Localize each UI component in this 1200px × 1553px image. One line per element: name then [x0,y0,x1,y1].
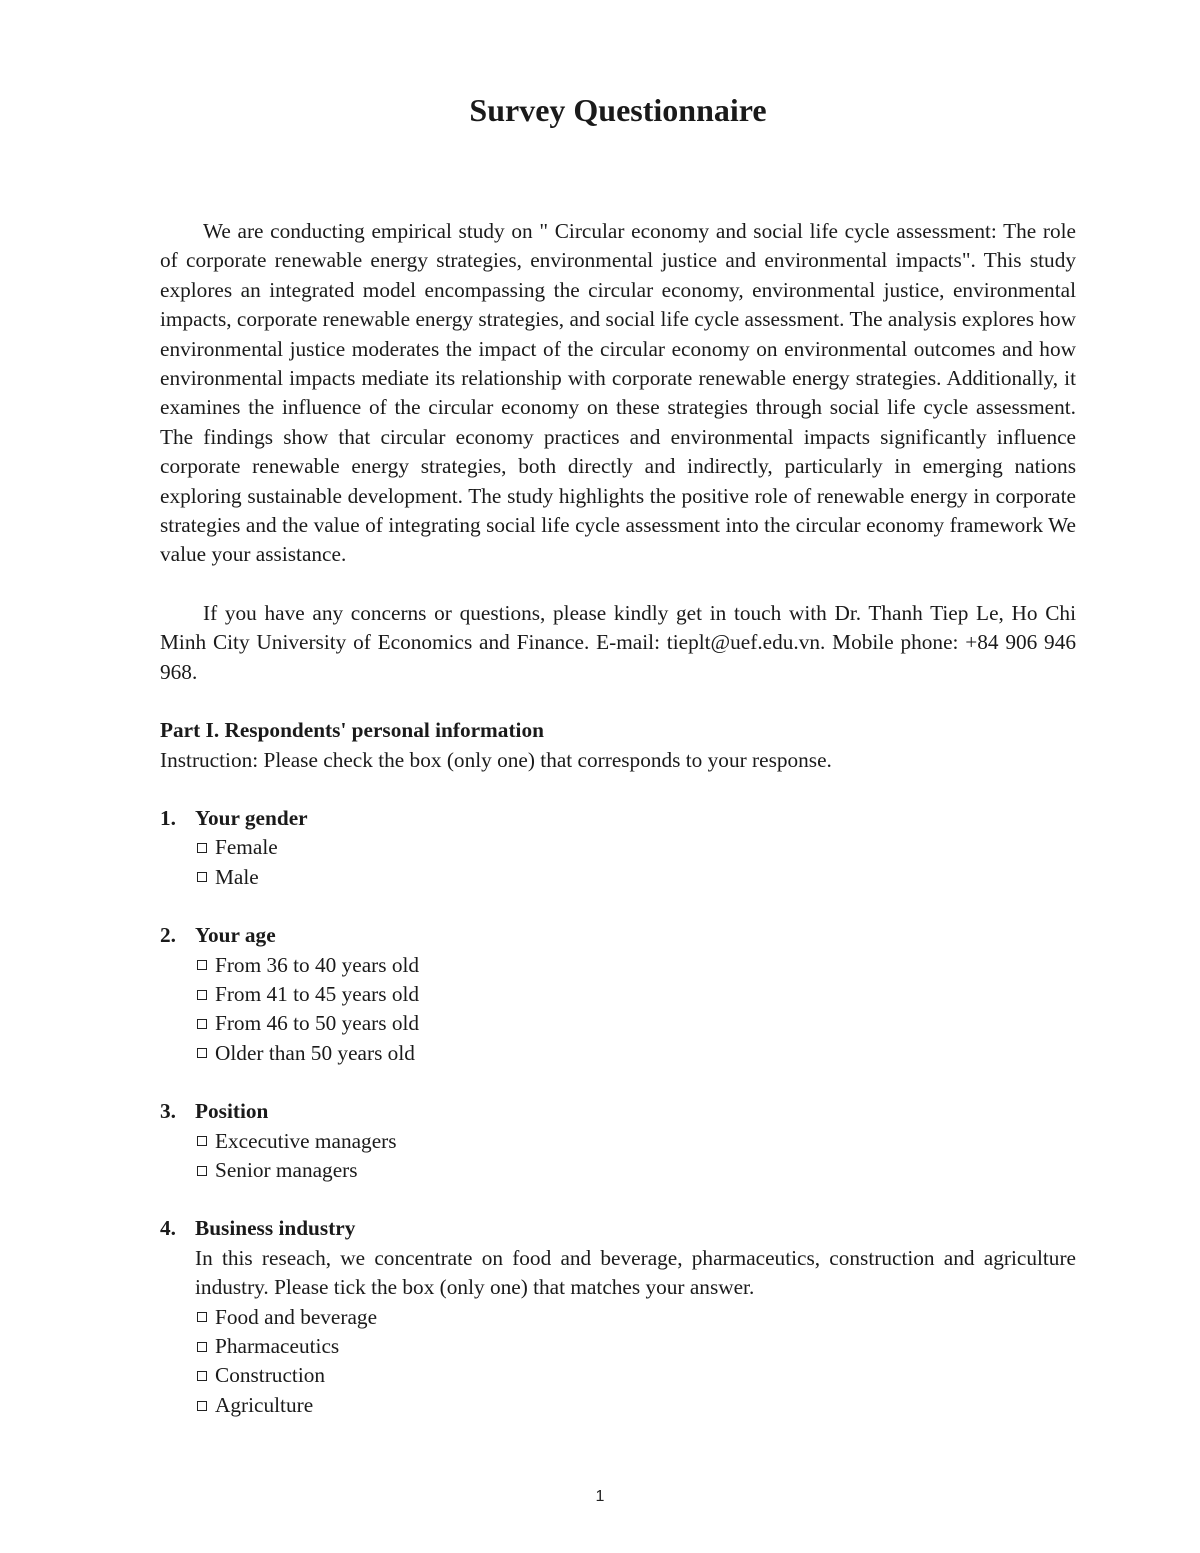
question-number: 3. [160,1099,176,1124]
checkbox-icon[interactable] [197,843,207,853]
question-position [160,1097,1076,1185]
option-label: Agriculture [215,1392,314,1417]
option-label: Construction [215,1363,326,1388]
question-age [160,921,1076,1068]
option-label: Food and beverage [215,1304,378,1329]
checkbox-icon[interactable] [197,872,207,882]
option-label: From 36 to 40 years old [215,952,420,977]
checkbox-icon[interactable] [197,1371,207,1381]
question-text: Business industry [195,1216,356,1241]
option-label: Excecutive managers [215,1128,397,1153]
option-label: From 46 to 50 years old [215,1011,420,1036]
option-label: Pharmaceutics [215,1334,340,1358]
option-label: Female [215,835,278,860]
question-text: Your gender [195,805,308,830]
part-1-instruction: Instruction: Please check the box (only one) that corresponds to your response. [160,747,832,772]
checkbox-icon[interactable] [197,1342,207,1352]
part-1-heading: Part I. Respondents' personal information [160,718,544,743]
question-number: 1. [160,805,176,830]
question-description: In this reseach, we concentrate on food and beverage, pharmaceutics, construction and agriculture industry. Please tick the box (only one) that matches your answer. [195,1245,1076,1300]
option-age-over-50[interactable] [195,1039,1076,1068]
option-food-beverage[interactable] [195,1303,1076,1332]
option-executive-managers[interactable] [195,1127,1076,1156]
checkbox-icon[interactable] [197,990,207,1000]
question-gender [160,804,1076,892]
option-label: Senior managers [215,1157,358,1182]
option-construction[interactable] [195,1361,1076,1390]
intro-paragraph-contact: If you have any concerns or questions, please kindly get in touch with Dr. Thanh Tiep Le, Ho Chi Minh City University of Economics and Finance. E-mail: tieplt@uef.edu.vn. Mobile phone: +84 906 946 968. [160,600,1076,684]
option-senior-managers[interactable] [195,1156,1076,1185]
option-pharmaceutics[interactable] [195,1332,1076,1361]
checkbox-icon[interactable] [197,1401,207,1411]
intro-paragraph-study: We are conducting empirical study on " Circular economy and social life cycle assessment: The role of corporate renewable energy strategies, environmental justice and environmental impacts". This study explores an integrated model encompassing the circular economy, environmental justice, environmental impacts, corporate renewable energy strategies, and social life cycle assessment. The analysis explores how environmental justice moderates the impact of the circular economy on environmental outcomes and how environmental impacts mediate its relationship with corporate renewable energy strategies. Additionally, it examines the influence of the circular economy on these strategies through social life cycle assessment. The findings show that circular economy practices and environmental impacts significantly influence corporate renewable energy strategies, both directly and indirectly, particularly in emerging nations exploring sustainable development. The study highlights the positive role of renewable energy in corporate strategies and the value of integrating social life cycle assessment into the circular economy framework We value your assistance. [160,219,1076,567]
option-female[interactable] [195,833,1076,862]
question-text: Position [195,1099,269,1124]
option-label: Male [215,864,259,889]
option-agriculture[interactable] [195,1391,1076,1420]
page-title: Survey Questionnaire [469,92,767,128]
checkbox-icon[interactable] [197,1048,207,1058]
question-number: 4. [160,1216,176,1241]
question-business-industry [160,1214,1076,1420]
option-age-36-40[interactable] [195,951,1076,980]
option-age-46-50[interactable] [195,1009,1076,1038]
checkbox-icon[interactable] [197,1019,207,1029]
option-age-41-45[interactable] [195,980,1076,1009]
option-label: From 41 to 45 years old [215,981,420,1006]
page-content [160,88,1076,1420]
checkbox-icon[interactable] [197,1136,207,1146]
question-number: 2. [160,923,176,948]
checkbox-icon[interactable] [197,960,207,970]
page-number: 1 [595,1488,605,1505]
checkbox-icon[interactable] [197,1166,207,1176]
option-label: Older than 50 years old [215,1040,415,1065]
question-text: Your age [195,923,276,948]
checkbox-icon[interactable] [197,1312,207,1322]
option-male[interactable] [195,863,1076,892]
